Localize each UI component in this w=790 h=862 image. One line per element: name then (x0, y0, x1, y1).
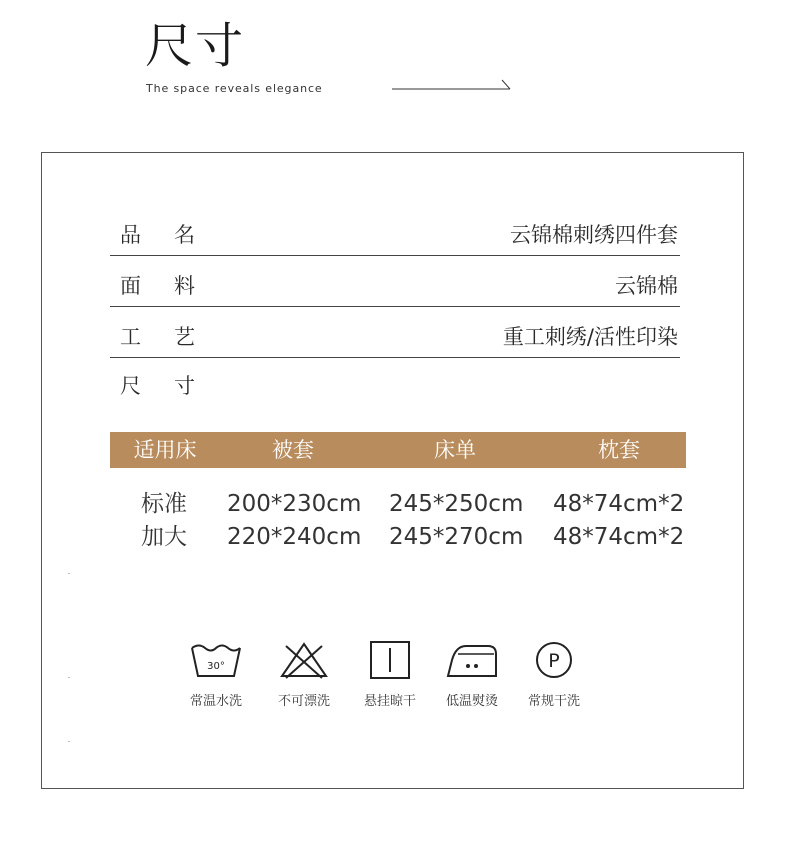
table-cell: 245*250cm (389, 491, 524, 517)
info-label: 品名 (120, 223, 228, 247)
care-label: 低温熨烫 (445, 694, 498, 709)
info-label: 工艺 (120, 325, 228, 349)
care-item-wash (180, 640, 252, 720)
table-cell: 220*240cm (227, 524, 362, 550)
no-bleach-icon (276, 640, 332, 680)
info-value: 云锦棉刺绣四件套 (510, 223, 678, 247)
info-row-craft (110, 317, 680, 358)
wash-temp-label: 30° (207, 661, 225, 672)
dry-clean-icon (526, 640, 582, 680)
margin-mark (68, 573, 70, 574)
care-item-hang-dry (354, 640, 426, 720)
info-label: 尺寸 (120, 374, 228, 398)
info-label: 面料 (120, 274, 228, 298)
dry-clean-letter: P (548, 650, 560, 672)
info-row-name (110, 215, 680, 256)
care-item-dry-clean (518, 640, 590, 720)
table-header-sheet: 床单 (434, 438, 476, 462)
low-iron-icon (444, 640, 500, 680)
care-label: 常温水洗 (189, 694, 242, 709)
care-label: 悬挂晾干 (363, 694, 416, 709)
table-cell: 245*270cm (389, 524, 524, 550)
table-header-bed: 适用床 (133, 438, 197, 462)
table-cell: 48*74cm*2 (553, 524, 685, 550)
page-subtitle: The space reveals elegance (146, 82, 323, 95)
care-label: 不可漂洗 (277, 694, 330, 709)
table-header-duvet: 被套 (272, 438, 314, 462)
info-row-fabric (110, 266, 680, 307)
page-title: 尺寸 (145, 18, 246, 74)
info-row-size (110, 366, 680, 406)
table-cell: 48*74cm*2 (553, 491, 685, 517)
margin-mark (68, 677, 70, 678)
margin-mark (68, 741, 70, 742)
info-value: 重工刺绣/活性印染 (502, 325, 678, 349)
care-item-no-bleach (268, 640, 340, 720)
care-label: 常规干洗 (527, 694, 580, 709)
arrow-right-icon (392, 78, 512, 94)
size-table-header (110, 432, 686, 468)
table-cell: 加大 (141, 524, 187, 550)
care-item-low-iron (436, 640, 508, 720)
table-cell: 200*230cm (227, 491, 362, 517)
hang-dry-icon (362, 640, 418, 680)
wash-30-icon (188, 640, 244, 680)
info-value: 云锦棉 (615, 274, 678, 298)
table-header-pillowcase: 枕套 (598, 438, 640, 462)
table-cell: 标准 (141, 491, 187, 517)
